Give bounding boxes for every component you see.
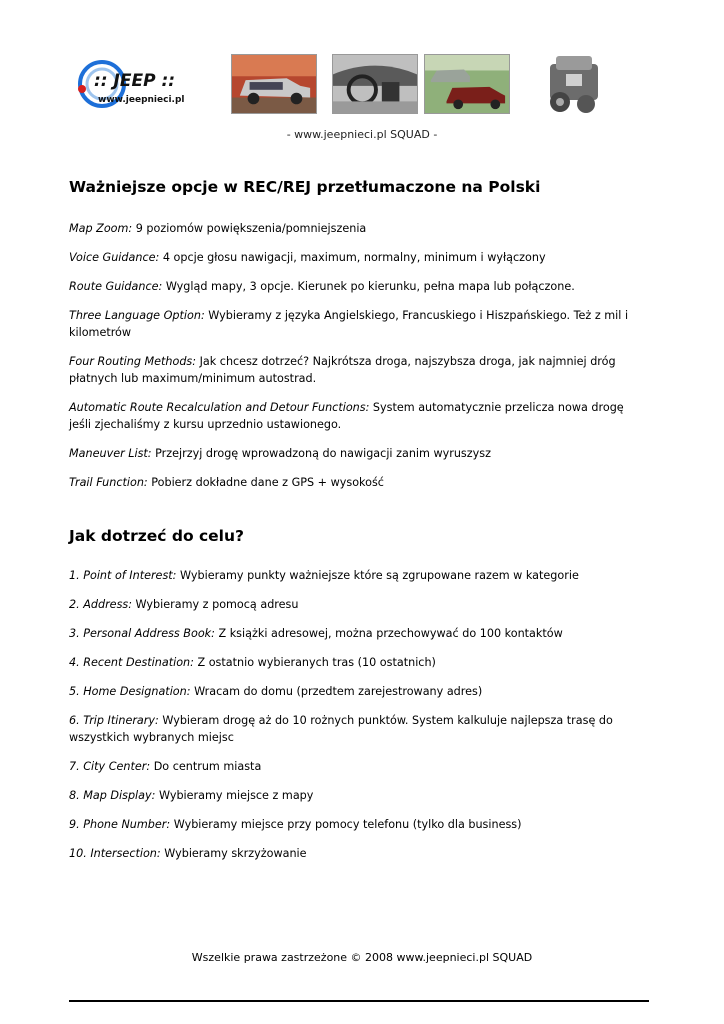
destination-text: Wybieramy z pomocą adresu bbox=[132, 598, 299, 611]
option-text: Wybieramy z języka Angielskiego, Francuskiego i Hiszpańskiego. Też z mil i kilometrów bbox=[69, 309, 629, 339]
option-label: Three Language Option: bbox=[69, 309, 205, 322]
destination-item bbox=[69, 787, 649, 804]
svg-text:www.jeepnieci.pl: www.jeepnieci.pl bbox=[98, 95, 185, 105]
destination-section bbox=[69, 523, 649, 862]
footer-divider bbox=[69, 1000, 649, 1002]
option-text: Przejrzyj drogę wprowadzoną do nawigacji zanim wyruszysz bbox=[151, 447, 491, 460]
option-label: Trail Function: bbox=[69, 476, 148, 489]
option-label: Voice Guidance: bbox=[69, 251, 160, 264]
destination-item bbox=[69, 712, 649, 746]
option-label: Route Guidance: bbox=[69, 280, 163, 293]
destination-label: 6. Trip Itinerary: bbox=[69, 714, 159, 727]
destination-text: Do centrum miasta bbox=[150, 760, 262, 773]
option-text: System automatycznie przelicza nowa drogę jeśli zjechaliśmy z kursu uprzednio ustawionego. bbox=[69, 401, 624, 431]
option-item bbox=[69, 399, 649, 433]
destination-text: Wybieramy skrzyżowanie bbox=[160, 847, 307, 860]
destination-label: 7. City Center: bbox=[69, 760, 151, 773]
option-item bbox=[69, 220, 649, 237]
option-text: Pobierz dokładne dane z GPS + wysokość bbox=[147, 476, 384, 489]
option-text: 4 opcje głosu nawigacji, maximum, normalny, minimum i wyłączony bbox=[159, 251, 546, 264]
section1-title: Ważniejsze opcje w REC/REJ przetłumaczone na Polski bbox=[69, 178, 541, 196]
option-text: Wygląd mapy, 3 opcje. Kierunek po kierunku, pełna mapa lub połączone. bbox=[162, 280, 575, 293]
destination-item bbox=[69, 845, 649, 862]
option-text: Jak chcesz dotrzeć? Najkrótsza droga, najszybsza droga, jak najmniej dróg płatnych lub maximum/minimum autostrad. bbox=[69, 355, 616, 385]
destination-label: 2. Address: bbox=[69, 598, 132, 611]
jeep-logo bbox=[76, 56, 204, 108]
destination-item bbox=[69, 758, 649, 775]
destination-label: 9. Phone Number: bbox=[69, 818, 171, 831]
option-label: Automatic Route Recalculation and Detour Functions: bbox=[69, 401, 370, 414]
destination-text: Wybieramy miejsce z mapy bbox=[155, 789, 314, 802]
destination-item bbox=[69, 596, 649, 613]
option-text: 9 poziomów powiększenia/pomniejszenia bbox=[132, 222, 367, 235]
jeep-cars-photo bbox=[424, 54, 510, 114]
option-label: Maneuver List: bbox=[69, 447, 152, 460]
destination-text: Wracam do domu (przedtem zarejestrowany adres) bbox=[190, 685, 483, 698]
destination-text: Wybieramy miejsce przy pomocy telefonu (tylko dla business) bbox=[170, 818, 522, 831]
option-item bbox=[69, 307, 649, 341]
engine-photo bbox=[536, 50, 612, 120]
footer-copyright: Wszelkie prawa zastrzeżone © 2008 www.jeepnieci.pl SQUAD bbox=[191, 951, 533, 964]
option-item bbox=[69, 249, 649, 266]
destination-item bbox=[69, 625, 649, 642]
option-item bbox=[69, 474, 649, 491]
option-item bbox=[69, 353, 649, 387]
destination-text: Z książki adresowej, można przechowywać do 100 kontaktów bbox=[214, 627, 563, 640]
destination-text: Wybieram drogę aż do 10 rożnych punktów. System kalkuluje najlepsza trasę do wszystkich wybranych miejsc bbox=[69, 714, 613, 744]
svg-text::: JEEP ::: :: JEEP :: bbox=[94, 71, 176, 91]
option-item bbox=[69, 445, 649, 462]
squad-subtitle: - www.jeepnieci.pl SQUAD - bbox=[286, 128, 438, 141]
destination-text: Wybieramy punkty ważniejsze które są zgrupowane razem w kategorie bbox=[176, 569, 579, 582]
destination-label: 10. Intersection: bbox=[69, 847, 161, 860]
document-body bbox=[69, 174, 649, 874]
destination-label: 8. Map Display: bbox=[69, 789, 156, 802]
header-banner bbox=[76, 50, 616, 120]
section2-title: Jak dotrzeć do celu? bbox=[69, 527, 245, 545]
destination-item bbox=[69, 567, 649, 584]
destination-label: 5. Home Designation: bbox=[69, 685, 191, 698]
option-label: Map Zoom: bbox=[69, 222, 133, 235]
option-item bbox=[69, 278, 649, 295]
destination-item bbox=[69, 654, 649, 671]
option-label: Four Routing Methods: bbox=[69, 355, 197, 368]
destination-label: 1. Point of Interest: bbox=[69, 569, 177, 582]
destination-label: 4. Recent Destination: bbox=[69, 656, 194, 669]
jeep-interior-photo bbox=[332, 54, 418, 114]
destination-label: 3. Personal Address Book: bbox=[69, 627, 215, 640]
destination-item bbox=[69, 683, 649, 700]
jeep-suv-photo bbox=[231, 54, 317, 114]
destination-item bbox=[69, 816, 649, 833]
destination-text: Z ostatnio wybieranych tras (10 ostatnich) bbox=[193, 656, 436, 669]
